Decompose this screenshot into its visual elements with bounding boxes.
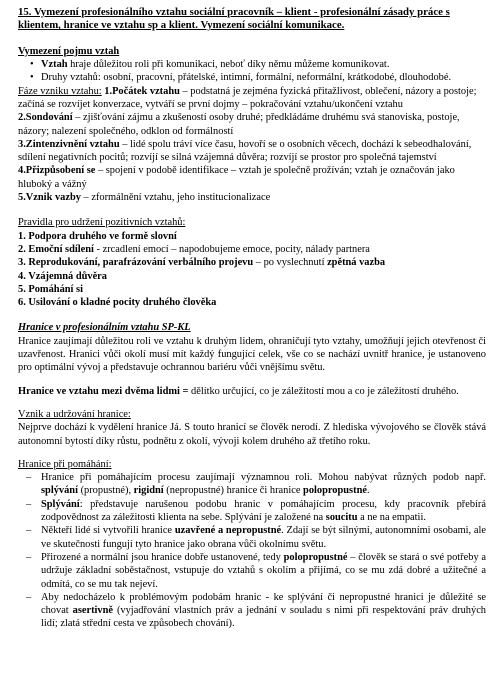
vymezeni-list bbox=[18, 58, 486, 85]
rule-item bbox=[18, 270, 486, 283]
term-polopropustne: polopropustné bbox=[303, 485, 367, 497]
faze-paragraph bbox=[18, 85, 486, 112]
faze-5-text: – zformálnění vztahu, jeho institucionalizace bbox=[80, 192, 271, 204]
faze-3-text: – lidé spolu tráví více času, hovoří se o osobních věcech, dochází k sebeodhalování, sdílení negativních pocitů; rozvíjí se silná vzájemná důvěra; rozvíjí se prostor pro společná tajemství bbox=[18, 138, 472, 164]
list-item bbox=[18, 58, 486, 71]
term-soucit: soucitu bbox=[325, 512, 358, 524]
faze-4-text: – spojení v podobě identifikace – vztah je společně prožíván; vztah je označován jako hluboký a vážný bbox=[18, 165, 455, 190]
list-item-text: : představuje narušenou podobu hranic v pomáhajícím procesu, kdy pracovník přebírá zodpovědnost za záležitosti klienta na sebe. Splývání je založené na bbox=[41, 498, 486, 524]
list-item-text: Přirozené a normální jsou hranice dobře ustanovené, tedy bbox=[41, 551, 284, 563]
term-vztah: Vztah bbox=[41, 59, 68, 71]
rule-6: 6. Usilování o kladné pocity druhého člověka bbox=[18, 297, 217, 309]
list-item-text: . Zdají se být silnými, autonomními osobami, ale ve skutečnosti fungují tyto hranice jako obrana vůči okolnímu světu. bbox=[41, 525, 486, 550]
list-item-text: (nepropustné) hranice či hranice bbox=[163, 485, 304, 497]
section-heading-hranice: Hranice v profesionálním vztahu SP-KL bbox=[18, 322, 191, 334]
rule-item bbox=[18, 283, 486, 296]
faze-paragraph bbox=[18, 138, 486, 165]
term-splyvani: splývání bbox=[41, 485, 78, 497]
rule-item bbox=[18, 243, 486, 256]
list-item-text: Druhy vztahů: osobní, pracovní, přátelské, intimní, formální, neformální, krátkodobé, dlouhodobé. bbox=[41, 72, 452, 84]
list-item-text: (vyjadřování vlastních práv a jednání v souladu s nimi při respektování práv druhých lidí; zlatá střední cesta ve způsobech chování). bbox=[41, 605, 486, 630]
list-item bbox=[18, 524, 486, 551]
hranice-definition-text: dělítko určující, co je záležitostí mou a co je záležitostí druhého. bbox=[188, 385, 459, 397]
section-heading-vznik: Vznik a udržování hranice: bbox=[18, 408, 131, 420]
rule-item bbox=[18, 230, 486, 243]
list-item-text: a ne na empatii. bbox=[357, 512, 426, 524]
section-heading-vymezeni: Vymezení pojmu vztah bbox=[18, 45, 120, 57]
rule-4: 4. Vzájemná důvěra bbox=[18, 270, 107, 282]
list-item bbox=[18, 551, 486, 591]
faze-4-term: 4.Přizpůsobení se bbox=[18, 165, 96, 177]
rule-5: 5. Pomáhání si bbox=[18, 283, 83, 295]
list-item-text: hraje důležitou roli při komunikaci, neboť díky němu můžeme komunikovat. bbox=[67, 59, 390, 71]
rule-item bbox=[18, 256, 486, 269]
faze-1-term: 1.Počátek vztahu bbox=[101, 85, 180, 97]
hranice-definition bbox=[18, 385, 486, 398]
term-splyvani-2: Splývání bbox=[41, 498, 80, 510]
faze-1-text: – podstatná je zejména fyzická přitažlivost, oblečení, názory a postoje; začíná se rozvíjet konverzace, vytváří se první dojmy – pokračování vztahu/ukončení vztahu bbox=[18, 85, 477, 110]
pomahani-list bbox=[18, 471, 486, 631]
faze-3-term: 3.Zintenzivnění vztahu bbox=[18, 138, 120, 150]
list-item-text: – člověk se stará o své potřeby a udržuje základní soběstačnost, vstupuje do vztahů s okolím a přijímá, co se mu zdá dobré a užitečné a odmítá, co se mu tak nejeví. bbox=[41, 551, 486, 590]
rule-1: 1. Podpora druhého ve formě slovní bbox=[18, 230, 177, 242]
hranice-paragraph: Hranice zaujímají důležitou roli ve vztahu k druhým lidem, ohraničují tyto vztahy, umožňují jejich otevřenost či uzavřenost. Hranici vůči okolí musí mít každý fungující celek, vše co se nachází uvnitř hranice, je ustanoveno pro optimální vývoj a představuje ochrannou bariéru vůči vnějšímu světu. bbox=[18, 335, 486, 374]
faze-label: Fáze vzniku vztahu: bbox=[18, 85, 102, 97]
list-item bbox=[18, 498, 486, 525]
rule-item bbox=[18, 296, 486, 309]
faze-2-term: 2.Sondování bbox=[18, 112, 73, 124]
faze-2-text: – zjišťování zájmu a zkušeností osoby druhé; předkládáme druhému svá stanoviska, postoje, názory; nalezení společného, odklon od formálností bbox=[18, 112, 460, 137]
list-item-text: (propustné), bbox=[77, 485, 134, 497]
list-item-text: Hranice při pomáhajícím procesu zaujímají významnou roli. Mohou nabývat různých podob např. bbox=[41, 472, 486, 484]
section-heading-pomahani: Hranice při pomáhání: bbox=[18, 458, 112, 470]
rule-2-term: 2. Emoční sdílení bbox=[18, 243, 94, 255]
list-item bbox=[18, 471, 486, 498]
list-item bbox=[18, 591, 486, 631]
list-item-text: Někteří lidé si vytvořili hranice bbox=[41, 525, 175, 537]
hranice-definition-term: Hranice ve vztahu mezi dvěma lidmi = bbox=[18, 385, 189, 397]
faze-paragraph bbox=[18, 191, 486, 204]
term-asertivne: asertivně bbox=[72, 605, 114, 617]
document-page bbox=[18, 6, 486, 631]
rule-3-term: 3. Reprodukování, parafrázování verbálního projevu bbox=[18, 257, 254, 269]
faze-paragraph bbox=[18, 111, 486, 138]
list-item bbox=[18, 71, 486, 84]
rule-3-term-2: zpětná vazba bbox=[327, 257, 386, 269]
document-title: 15. Vymezení profesionálního vztahu sociální pracovník – klient - profesionální zásady práce s klientem, hranice ve vztahu sp a klient. Vymezení sociální komunikace. bbox=[18, 6, 450, 32]
vznik-paragraph: Nejprve dochází k vydělení hranice Já. S touto hranicí se člověk nerodí. Z hlediska vývojového se člověk stává autonomní bytostí díky růstu, podnětu z okolí, vývoji kolem druhého až třetího roku. bbox=[18, 422, 486, 447]
rule-3-text: – po vyslechnutí bbox=[253, 257, 328, 269]
list-item-text: . bbox=[366, 485, 370, 497]
faze-5-term: 5.Vznik vazby bbox=[18, 192, 81, 204]
list-item-text: Aby nedocházelo k problémovým podobám hranic - ke splývání či nepropustné hranici je důležité se chovat bbox=[41, 591, 486, 617]
section-heading-pravidla: Pravidla pro udržení pozitivních vztahů: bbox=[18, 217, 186, 229]
rule-2-text: - zrcadlení emocí – napodobujeme emoce, pocity, nálady partnera bbox=[93, 243, 370, 255]
faze-paragraph bbox=[18, 164, 486, 191]
term-rigidni: rigidní bbox=[133, 485, 164, 497]
term-uzavrene: uzavřené a nepropustné bbox=[174, 525, 282, 537]
term-polopropustne-2: polopropustné bbox=[283, 551, 348, 563]
